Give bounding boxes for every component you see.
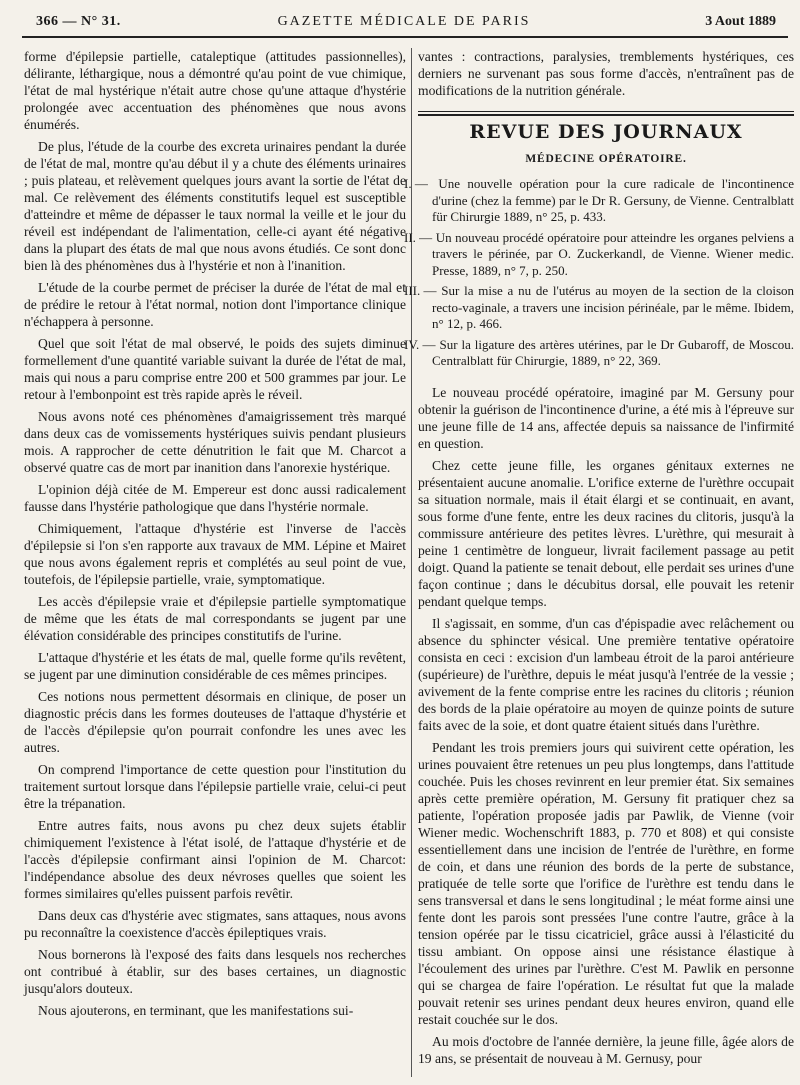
paragraph: L'étude de la courbe permet de préciser la durée de l'état de mal et de prédire le retour à l'état normal, notion dont l'importance clinique n'échappera à personne. [24, 280, 406, 329]
paragraph: Nous avons noté ces phénomènes d'amaigrissement très marqué dans deux cas de vomissements hystériques suivis pendant plusieurs mois. A rapprocher de cette dénutrition le fait que M. Charcot a observé quatre cas de mort par inanition dans l'anorexie hystérique. [24, 409, 406, 475]
reference-number: II. — [404, 229, 433, 245]
paragraph: On comprend l'importance de cette question pour l'institution du traitement surtout lorsque dans l'épilepsie partielle vraie, celui-ci peut être la trépanation. [24, 762, 406, 811]
section-rule [418, 114, 794, 116]
paragraph: Chez cette jeune fille, les organes génitaux externes ne présentaient aucune anomalie. L'orifice externe de l'urèthre occupait sa situation normale, mais il était élargi et se continuait, en avant, sous forme d'une fente, entre les deux racines du clitoris, jusqu'à la commissure antérieure des petites lèvres. L'urèthre, qui mesurait à peine 1 centimètre de longueur, livrait facilement passage au petit doigt. Quand la patiente se tenait debout, elle perdait ses urines d'une façon continue ; dans le décubitus dorsal, elle pouvait les retenir pendant quelque temps. [418, 457, 794, 609]
reference-number: IV. — [404, 336, 436, 352]
paragraph: L'attaque d'hystérie et les états de mal, quelle forme qu'ils revêtent, se jugent par une diminution considérable de ces mêmes principes. [24, 650, 406, 682]
reference-item [404, 229, 795, 280]
section-title: REVUE DES JOURNAUX [469, 121, 743, 143]
paragraph: vantes : contractions, paralysies, tremblements hystériques, ces derniers ne survenant pas sous forme d'accès, n'entraînent pas de modifications de la nutrition générale. [418, 49, 794, 98]
issue-date: 3 Aout 1889 [705, 14, 776, 29]
reference-item [404, 336, 794, 370]
section-subtitle: MÉDECINE OPÉRATOIRE. [525, 153, 687, 165]
paragraph: Entre autres faits, nous avons pu chez deux sujets établir chimiquement l'existence à l'état isolé, de l'attaque d'hystérie et de l'accès d'épilepsie confirmant ainsi l'opinion de M. Charcot: l'indépendance absolue des deux névroses quelles que soient les formes similaires qu'elles puissent parfois revêtir. [24, 818, 406, 901]
header-rule [22, 36, 788, 38]
reference-item [404, 283, 795, 333]
page-number: 366 — N° 31. [36, 14, 121, 29]
paragraph: Chimiquement, l'attaque d'hystérie est l'inverse de l'accès d'épilepsie si l'on s'en rapporte aux travaux de MM. Lépine et Mairet que nous avons également repris et complétés au seul point de vue, toutefois, de l'épilepsie partielle, vraie, symptomatique. [24, 521, 406, 587]
reference-text: Un nouveau procédé opératoire pour atteindre les organes pelviens a travers le périnée, par O. Zuckerkandl, de Vienne. Wiener medic. Presse, 1889, n° 7, p. 250. [432, 229, 795, 278]
left-column [24, 48, 406, 1077]
paragraph: forme d'épilepsie partielle, cataleptique (attitudes passionnelles), délirante, léthargique, nous a démontré qu'au point de vue chimique, l'état de mal hystérique n'était autre chose qu'une attaque d'hystérie prolongée avec accentuation des phénomènes que nous avons énumérés. [24, 49, 406, 132]
paragraph: Dans deux cas d'hystérie avec stigmates, sans attaques, nous avons pu reconnaître la coexistence d'accès épileptiques vrais. [24, 908, 406, 940]
paragraph: L'opinion déjà citée de M. Empereur est donc aussi radicalement fausse dans l'hystérie pathologique que dans l'hystérie normale. [24, 482, 406, 514]
paragraph: Il s'agissait, en somme, d'un cas d'épispadie avec relâchement ou absence du sphincter vésical. Une première tentative opératoire consista en ceci : excision d'un lambeau étroit de la paroi antérieure (supérieure) de l'urèthre, depuis le méat jusqu'à l'entrée de la vessie ; avivement de la fente comprise entre les racines du clitoris ; réunion des bords de la plaie opératoire au moyen de quinze points de suture faits avec de la soie, et dont quatre étaient situés dans l'urèthre. [418, 615, 794, 733]
column-divider [411, 48, 412, 1077]
paragraph: Quel que soit l'état de mal observé, le poids des sujets diminue formellement d'une quantité variable suivant la durée de l'état de mal, mais qui nous a paru comprise entre 200 et 500 grammes par jour. Le retour à l'embonpoint est très rapide après le réveil. [24, 336, 406, 402]
reference-text: Sur la mise a nu de l'utérus au moyen de la section de la cloison recto-vaginale, a travers une incision périnéale, par le même. Ibidem, n° 12, p. 466. [432, 283, 795, 331]
paragraph: Au mois d'octobre de l'année dernière, la jeune fille, âgée alors de 19 ans, se présentait de nouveau à M. Gernusy, pour [418, 1033, 794, 1066]
paragraph: Pendant les trois premiers jours qui suivirent cette opération, les urines pouvaient être retenues un peu plus longtemps, dans l'attitude couchée. Puis les choses revinrent en leur premier état. Six semaines après cette première opération, M. Gersuny fit pratiquer chez sa patiente, l'opération proposée jadis par Pawlik, de Vienne (voir Wiener medic. Wochenschrift 1883, p. 770 et 808) et qui consiste essentiellement dans une incision de l'entrée de l'urèthre, en forme de coin, et dans une réunion des bords de la perte de substance, pratiquée de telle sorte que l'orifice de l'urèthre est tendu dans le sens transversal et dans le sens longitudinal ; le méat forme ainsi une fente dont les parois sont pressées l'une contre l'autre, grâce à la tension opérée par le tissu cicatriciel, grâce aussi à l'élasticité du tissu ambiant. On oppose ainsi une résistance élastique à l'écoulement des urines par l'urèthre. C'est M. Pawlik en personne qui se chargea de faire l'opération. Le résultat fut que la malade pouvait retenir ses urines pendant deux heures environ, quand elle restait couchée sur le dos. [418, 739, 794, 1027]
reference-text: Une nouvelle opération pour la cure radicale de l'incontinence d'urine (chez la femme) par le Dr R. Gersuny, de Vienne. Centralblatt für Chirurgie 1889, n° 25, p. 433. [432, 176, 795, 224]
right-column [404, 48, 795, 1077]
reference-item [404, 176, 795, 226]
paragraph: De plus, l'étude de la courbe des excreta urinaires pendant la durée de l'état de mal, montre qu'au début il y a chute des éléments urinaires ; puis plateau, et relèvement quelques jours avant la sortie de l'état de mal. Ce relèvement des éléments constitutifs lequel est susceptible d'atteindre et même de dépasser le taux normal la veille et le jour du réveil est indépendant de l'alimentation, celle-ci ayant été négative dans la plupart des états de mal que nous avons étudiés. Ce sont donc bien là des phénomènes dus à l'hystérie et non à l'inanition. [24, 139, 406, 273]
page-header [22, 12, 786, 34]
reference-number: I. — [404, 176, 428, 191]
reference-text: Sur la ligature des artères utérines, par le Dr Gubaroff, de Moscou. Centralblatt für Chirurgie, 1889, n° 22, 369. [432, 336, 794, 368]
paragraph: Le nouveau procédé opératoire, imaginé par M. Gersuny pour obtenir la guérison de l'incontinence d'urine, a été mis à l'épreuve sur une jeune fille de 14 ans, affectée depuis sa naissance de l'infirmité en question. [418, 384, 794, 451]
journal-title: GAZETTE MÉDICALE DE PARIS [277, 14, 531, 29]
paragraph: Ces notions nous permettent désormais en clinique, de poser un diagnostic précis dans les formes douteuses de l'attaque d'hystérie et de l'accès d'épilepsie qu'on pourrait confondre les unes avec les autres. [24, 689, 406, 755]
paragraph: Nous ajouterons, en terminant, que les manifestations sui- [38, 1003, 354, 1018]
paragraph: Nous bornerons là l'exposé des faits dans lesquels nos recherches ont contribué à établir, sur des bases certaines, un diagnostic jusqu'alors douteux. [24, 947, 406, 996]
reference-number: III. — [404, 283, 437, 298]
paragraph: Les accès d'épilepsie vraie et d'épilepsie partielle symptomatique de même que les états de mal correspondants se jugent par une élévation considérable des principes constitutifs de l'urine. [24, 594, 406, 643]
section-rule [418, 111, 794, 112]
